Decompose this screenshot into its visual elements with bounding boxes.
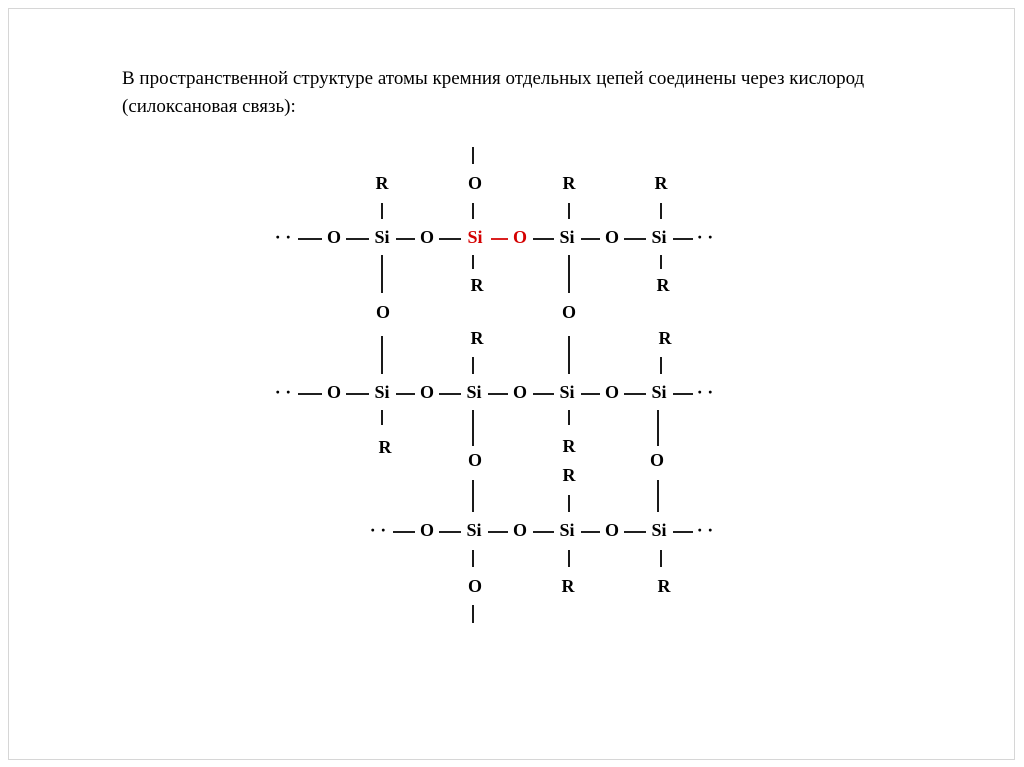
chain-end-dots: · ·	[696, 382, 714, 403]
oxygen-atom: O	[419, 227, 435, 248]
radical-group: R	[378, 437, 392, 458]
radical-group: R	[656, 275, 670, 296]
chain-end-dots: · ·	[274, 382, 292, 403]
slide	[8, 8, 1015, 760]
oxygen-atom: O	[649, 450, 665, 471]
radical-group: R	[470, 328, 484, 349]
chain-end-dots: · ·	[274, 227, 292, 248]
oxygen-atom: O	[419, 382, 435, 403]
chain-end-dots: · ·	[369, 520, 387, 541]
oxygen-atom: O	[604, 382, 620, 403]
oxygen-atom: O	[326, 382, 342, 403]
oxygen-atom: O	[467, 576, 483, 597]
highlighted-silicon-atom: Si	[467, 227, 483, 248]
silicon-atom: Si	[651, 520, 667, 541]
chain-end-dots: · ·	[696, 227, 714, 248]
radical-group: R	[658, 328, 672, 349]
silicon-atom: Si	[466, 520, 482, 541]
oxygen-atom: O	[604, 520, 620, 541]
radical-group: R	[562, 465, 576, 486]
radical-group: R	[562, 436, 576, 457]
oxygen-atom: O	[326, 227, 342, 248]
caption-text: В пространственной структуре атомы кремния отдельных цепей соединены через кислород (силоксановая связь):	[122, 68, 865, 117]
siloxane-structure-diagram	[9, 9, 1016, 761]
radical-group: R	[654, 173, 668, 194]
chain-end-dots: · ·	[696, 520, 714, 541]
oxygen-atom: O	[512, 382, 528, 403]
highlighted-oxygen-atom: O	[512, 227, 528, 248]
silicon-atom: Si	[651, 227, 667, 248]
silicon-atom: Si	[466, 382, 482, 403]
radical-group: R	[657, 576, 671, 597]
radical-group: R	[375, 173, 389, 194]
silicon-atom: Si	[559, 227, 575, 248]
silicon-atom: Si	[559, 520, 575, 541]
oxygen-atom: O	[467, 450, 483, 471]
oxygen-atom: O	[561, 302, 577, 323]
silicon-atom: Si	[651, 382, 667, 403]
oxygen-atom: O	[604, 227, 620, 248]
silicon-atom: Si	[374, 227, 390, 248]
radical-group: R	[561, 576, 575, 597]
oxygen-atom: O	[512, 520, 528, 541]
silicon-atom: Si	[559, 382, 575, 403]
radical-group: R	[562, 173, 576, 194]
silicon-atom: Si	[374, 382, 390, 403]
oxygen-atom: O	[375, 302, 391, 323]
oxygen-atom: O	[467, 173, 483, 194]
radical-group: R	[470, 275, 484, 296]
oxygen-atom: O	[419, 520, 435, 541]
